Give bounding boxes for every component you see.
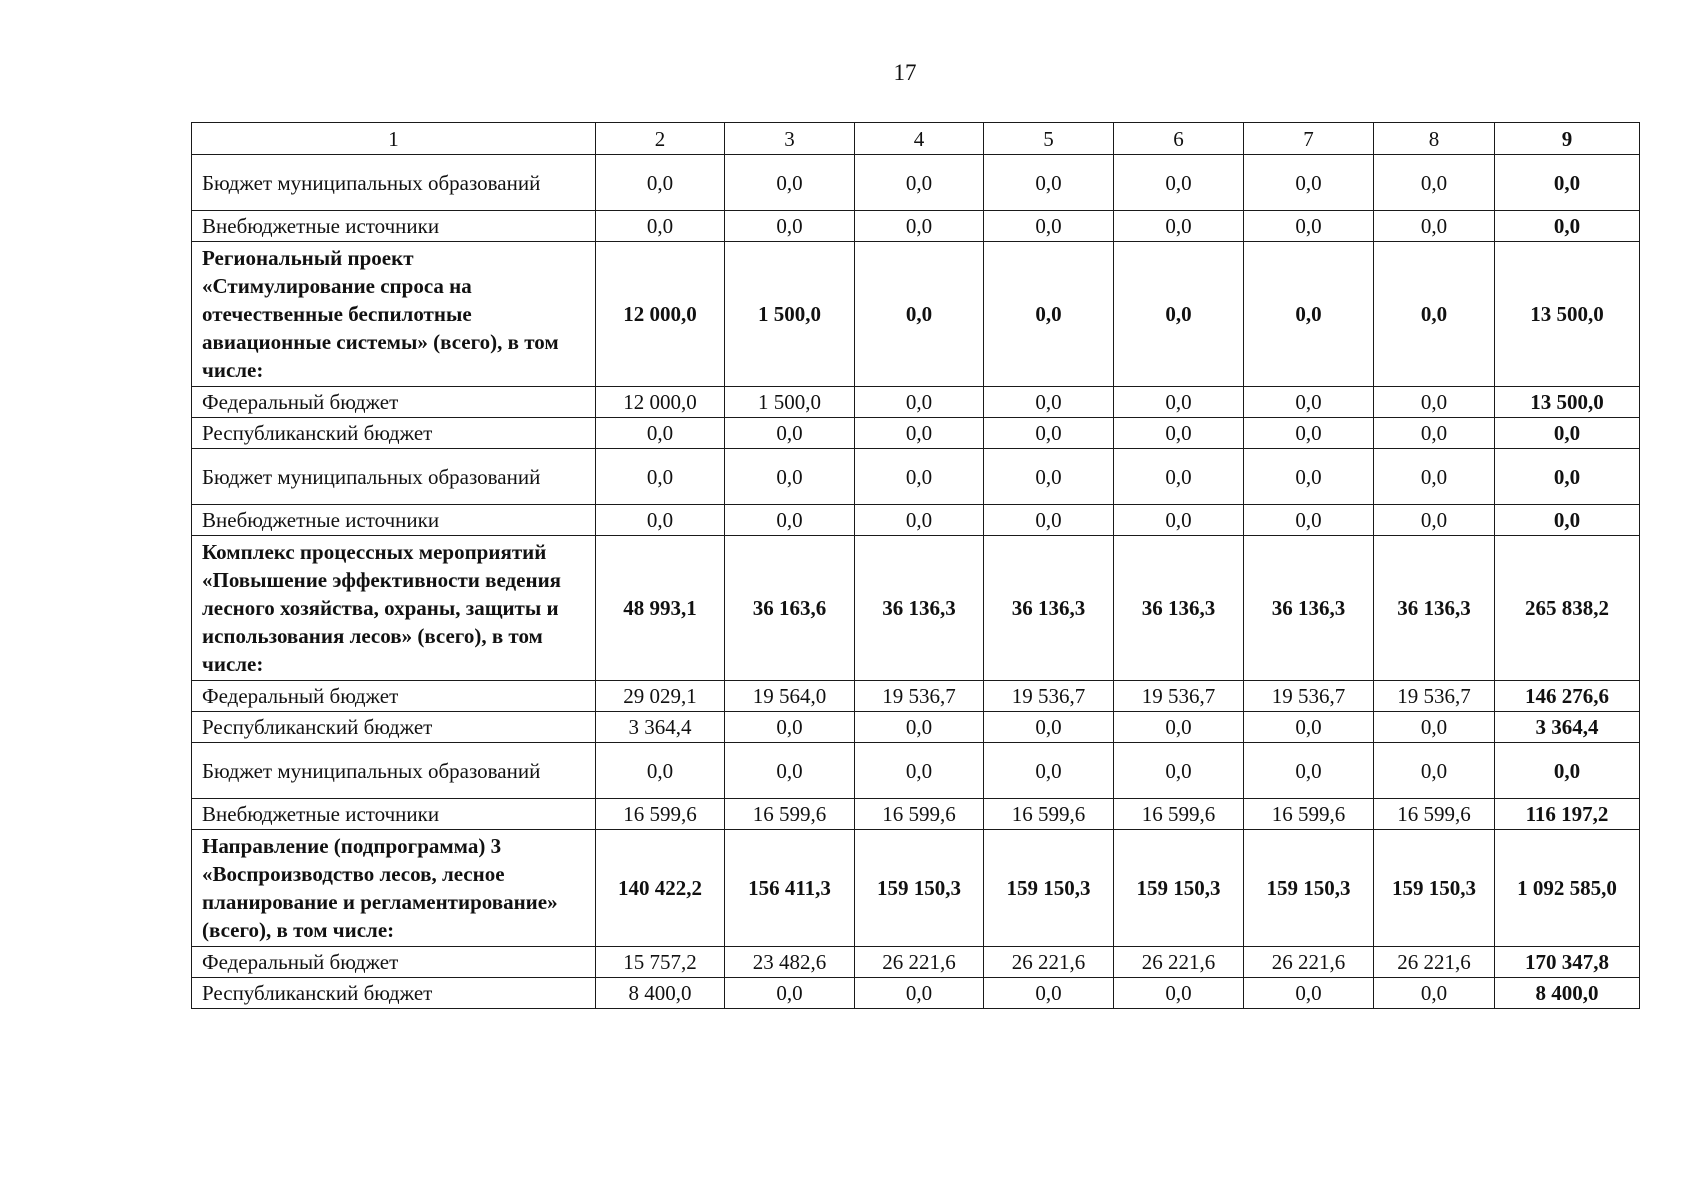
year-value-cell: 16 599,6 — [855, 799, 984, 830]
total-value-cell: 0,0 — [1495, 505, 1640, 536]
row-label: Бюджет муниципальных образований — [192, 743, 596, 799]
table-row — [192, 799, 1640, 830]
year-value-cell: 0,0 — [1114, 211, 1244, 242]
table-row — [192, 155, 1640, 211]
year-value-cell: 3 364,4 — [596, 712, 725, 743]
year-value-cell: 140 422,2 — [596, 830, 725, 947]
row-label: Бюджет муниципальных образований — [192, 449, 596, 505]
section-row — [192, 242, 1640, 387]
table-row — [192, 978, 1640, 1009]
year-value-cell: 26 221,6 — [984, 947, 1114, 978]
year-value-cell: 48 993,1 — [596, 536, 725, 681]
budget-table — [191, 122, 1640, 1009]
row-label: Республиканский бюджет — [192, 712, 596, 743]
year-value-cell: 36 136,3 — [1114, 536, 1244, 681]
year-value-cell: 0,0 — [984, 387, 1114, 418]
year-value-cell: 0,0 — [1244, 242, 1374, 387]
year-value-cell: 36 136,3 — [1374, 536, 1495, 681]
page-number: 17 — [893, 60, 917, 85]
year-value-cell: 0,0 — [1374, 242, 1495, 387]
column-header: 7 — [1244, 123, 1374, 155]
year-value-cell: 36 136,3 — [984, 536, 1114, 681]
table-row — [192, 387, 1640, 418]
year-value-cell: 16 599,6 — [1244, 799, 1374, 830]
row-label: Республиканский бюджет — [192, 978, 596, 1009]
year-value-cell: 0,0 — [725, 743, 855, 799]
section-row — [192, 536, 1640, 681]
row-label: Внебюджетные источники — [192, 505, 596, 536]
column-header-total: 9 — [1495, 123, 1640, 155]
year-value-cell: 0,0 — [1244, 155, 1374, 211]
year-value-cell: 159 150,3 — [855, 830, 984, 947]
year-value-cell: 0,0 — [984, 743, 1114, 799]
total-value-cell: 0,0 — [1495, 449, 1640, 505]
year-value-cell: 0,0 — [1244, 387, 1374, 418]
row-label: Комплекс процессных мероприятий «Повышение эффективности ведения лесного хозяйства, охраны, защиты и использования лесов» (всего), в том числе: — [192, 536, 596, 681]
year-value-cell: 19 564,0 — [725, 681, 855, 712]
year-value-cell: 0,0 — [855, 978, 984, 1009]
year-value-cell: 0,0 — [855, 505, 984, 536]
header-row — [192, 123, 1640, 155]
year-value-cell: 0,0 — [984, 449, 1114, 505]
column-header: 5 — [984, 123, 1114, 155]
year-value-cell: 19 536,7 — [1114, 681, 1244, 712]
year-value-cell: 26 221,6 — [1244, 947, 1374, 978]
year-value-cell: 0,0 — [725, 418, 855, 449]
year-value-cell: 0,0 — [984, 978, 1114, 1009]
year-value-cell: 8 400,0 — [596, 978, 725, 1009]
year-value-cell: 0,0 — [596, 505, 725, 536]
total-value-cell: 0,0 — [1495, 418, 1640, 449]
year-value-cell: 0,0 — [596, 743, 725, 799]
year-value-cell: 0,0 — [1374, 978, 1495, 1009]
year-value-cell: 0,0 — [984, 505, 1114, 536]
section-row — [192, 830, 1640, 947]
row-label: Федеральный бюджет — [192, 947, 596, 978]
table-row — [192, 712, 1640, 743]
year-value-cell: 0,0 — [855, 211, 984, 242]
year-value-cell: 0,0 — [1244, 978, 1374, 1009]
year-value-cell: 36 136,3 — [1244, 536, 1374, 681]
year-value-cell: 23 482,6 — [725, 947, 855, 978]
year-value-cell: 26 221,6 — [1114, 947, 1244, 978]
year-value-cell: 0,0 — [984, 155, 1114, 211]
year-value-cell: 156 411,3 — [725, 830, 855, 947]
year-value-cell: 0,0 — [1244, 211, 1374, 242]
year-value-cell: 0,0 — [1374, 449, 1495, 505]
table-body — [192, 155, 1640, 1009]
year-value-cell: 159 150,3 — [1244, 830, 1374, 947]
year-value-cell: 0,0 — [855, 712, 984, 743]
year-value-cell: 0,0 — [1114, 155, 1244, 211]
row-label: Республиканский бюджет — [192, 418, 596, 449]
year-value-cell: 0,0 — [855, 242, 984, 387]
year-value-cell: 0,0 — [855, 743, 984, 799]
total-value-cell: 0,0 — [1495, 211, 1640, 242]
row-label: Внебюджетные источники — [192, 799, 596, 830]
row-label: Направление (подпрограмма) 3 «Воспроизводство лесов, лесное планирование и регламентирование» (всего), в том числе: — [192, 830, 596, 947]
year-value-cell: 0,0 — [1374, 387, 1495, 418]
year-value-cell: 0,0 — [855, 387, 984, 418]
year-value-cell: 159 150,3 — [984, 830, 1114, 947]
year-value-cell: 0,0 — [1114, 418, 1244, 449]
year-value-cell: 16 599,6 — [1114, 799, 1244, 830]
year-value-cell: 29 029,1 — [596, 681, 725, 712]
year-value-cell: 159 150,3 — [1374, 830, 1495, 947]
year-value-cell: 0,0 — [725, 155, 855, 211]
table-row — [192, 743, 1640, 799]
year-value-cell: 0,0 — [1244, 505, 1374, 536]
total-value-cell: 265 838,2 — [1495, 536, 1640, 681]
year-value-cell: 0,0 — [1114, 387, 1244, 418]
table-row — [192, 505, 1640, 536]
table-row — [192, 418, 1640, 449]
year-value-cell: 0,0 — [725, 449, 855, 505]
year-value-cell: 16 599,6 — [1374, 799, 1495, 830]
year-value-cell: 12 000,0 — [596, 242, 725, 387]
row-label: Региональный проект «Стимулирование спроса на отечественные беспилотные авиационные системы» (всего), в том числе: — [192, 242, 596, 387]
table-row — [192, 211, 1640, 242]
year-value-cell: 159 150,3 — [1114, 830, 1244, 947]
table-row — [192, 449, 1640, 505]
year-value-cell: 0,0 — [1374, 712, 1495, 743]
column-header: 1 — [192, 123, 596, 155]
year-value-cell: 19 536,7 — [1244, 681, 1374, 712]
year-value-cell: 0,0 — [1244, 418, 1374, 449]
total-value-cell: 0,0 — [1495, 743, 1640, 799]
column-header: 4 — [855, 123, 984, 155]
year-value-cell: 0,0 — [984, 418, 1114, 449]
year-value-cell: 16 599,6 — [984, 799, 1114, 830]
year-value-cell: 19 536,7 — [1374, 681, 1495, 712]
column-header: 6 — [1114, 123, 1244, 155]
year-value-cell: 12 000,0 — [596, 387, 725, 418]
row-label: Бюджет муниципальных образований — [192, 155, 596, 211]
row-label: Федеральный бюджет — [192, 681, 596, 712]
year-value-cell: 0,0 — [1114, 978, 1244, 1009]
column-header: 8 — [1374, 123, 1495, 155]
year-value-cell: 36 136,3 — [855, 536, 984, 681]
year-value-cell: 0,0 — [1114, 505, 1244, 536]
year-value-cell: 0,0 — [1114, 743, 1244, 799]
year-value-cell: 0,0 — [855, 155, 984, 211]
year-value-cell: 0,0 — [725, 978, 855, 1009]
year-value-cell: 0,0 — [855, 449, 984, 505]
year-value-cell: 0,0 — [1374, 743, 1495, 799]
year-value-cell: 26 221,6 — [1374, 947, 1495, 978]
year-value-cell: 0,0 — [855, 418, 984, 449]
year-value-cell: 26 221,6 — [855, 947, 984, 978]
year-value-cell: 1 500,0 — [725, 242, 855, 387]
year-value-cell: 19 536,7 — [984, 681, 1114, 712]
year-value-cell: 1 500,0 — [725, 387, 855, 418]
total-value-cell: 170 347,8 — [1495, 947, 1640, 978]
year-value-cell: 0,0 — [596, 418, 725, 449]
year-value-cell: 0,0 — [1244, 712, 1374, 743]
total-value-cell: 116 197,2 — [1495, 799, 1640, 830]
total-value-cell: 146 276,6 — [1495, 681, 1640, 712]
total-value-cell: 1 092 585,0 — [1495, 830, 1640, 947]
total-value-cell: 3 364,4 — [1495, 712, 1640, 743]
column-header: 3 — [725, 123, 855, 155]
year-value-cell: 0,0 — [725, 505, 855, 536]
year-value-cell: 0,0 — [596, 449, 725, 505]
year-value-cell: 0,0 — [725, 211, 855, 242]
table-row — [192, 681, 1640, 712]
total-value-cell: 13 500,0 — [1495, 242, 1640, 387]
year-value-cell: 0,0 — [1244, 743, 1374, 799]
year-value-cell: 0,0 — [984, 712, 1114, 743]
total-value-cell: 13 500,0 — [1495, 387, 1640, 418]
year-value-cell: 0,0 — [1114, 712, 1244, 743]
year-value-cell: 0,0 — [725, 712, 855, 743]
total-value-cell: 0,0 — [1495, 155, 1640, 211]
year-value-cell: 0,0 — [984, 242, 1114, 387]
year-value-cell: 36 163,6 — [725, 536, 855, 681]
year-value-cell: 19 536,7 — [855, 681, 984, 712]
year-value-cell: 0,0 — [1374, 211, 1495, 242]
year-value-cell: 0,0 — [984, 211, 1114, 242]
year-value-cell: 0,0 — [1374, 418, 1495, 449]
year-value-cell: 15 757,2 — [596, 947, 725, 978]
year-value-cell: 0,0 — [596, 211, 725, 242]
column-header: 2 — [596, 123, 725, 155]
row-label: Внебюджетные источники — [192, 211, 596, 242]
year-value-cell: 16 599,6 — [596, 799, 725, 830]
total-value-cell: 8 400,0 — [1495, 978, 1640, 1009]
year-value-cell: 0,0 — [596, 155, 725, 211]
year-value-cell: 0,0 — [1374, 155, 1495, 211]
year-value-cell: 0,0 — [1114, 242, 1244, 387]
year-value-cell: 16 599,6 — [725, 799, 855, 830]
year-value-cell: 0,0 — [1114, 449, 1244, 505]
year-value-cell: 0,0 — [1374, 505, 1495, 536]
year-value-cell: 0,0 — [1244, 449, 1374, 505]
row-label: Федеральный бюджет — [192, 387, 596, 418]
table-row — [192, 947, 1640, 978]
